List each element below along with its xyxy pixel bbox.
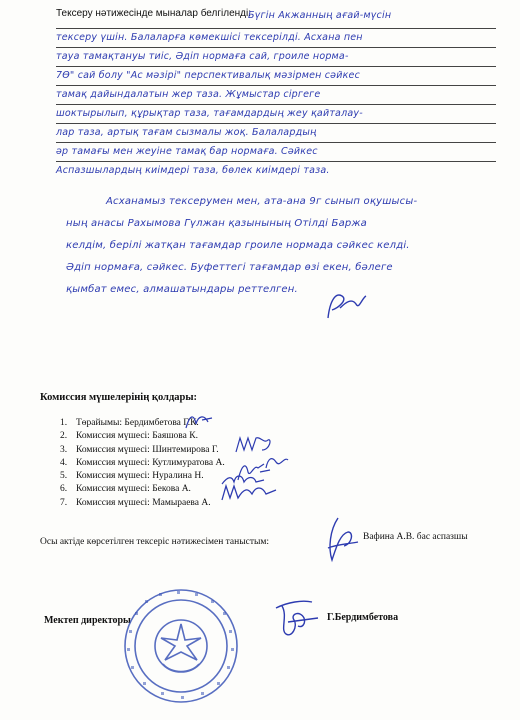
commission-member: 3. Комиссия мүшесі: Шинтемирова Г.: [60, 444, 219, 455]
handwritten-line: 7Ө" сай болу "Ас мәзірі" перспективалық мәзірмен сәйкес: [56, 70, 360, 81]
director-label: Мектеп директоры: [44, 615, 131, 626]
handwritten-line: Бүгін Акжанның ағай-мүсін: [248, 10, 392, 21]
comment-line: қымбат емес, алмашатындары реттелген.: [66, 284, 298, 295]
handwritten-line: шоктырылып, құрықтар таза, тағамдардың жеу қайталау-: [56, 108, 363, 119]
chef-name: Вафина А.В. бас аспазшы: [363, 532, 468, 542]
commission-member: 5. Комиссия мүшесі: Нуралина Н.: [60, 471, 204, 482]
commission-member: 7. Комиссия мүшесі: Мамыраева А.: [60, 497, 211, 508]
handwritten-line: әр тамағы мен жеуіне тамақ бар нормаға. Сәйкес: [56, 146, 318, 157]
handwritten-line: тауа тамақтануы тиіс, Әдіп нормаға сай, гроиле норма-: [56, 51, 349, 62]
ruled-line: [56, 85, 496, 86]
chef-signature: [318, 514, 362, 566]
parent-signature: [322, 288, 372, 324]
ruled-line: [56, 28, 496, 29]
handwritten-line: тексеру үшін. Балаларға көмекшісі тексерілді. Асхана пен: [56, 32, 363, 43]
signatures-title: Комиссия мүшелерінің қолдары:: [40, 392, 198, 403]
acknowledgement-text: Осы актіде көрсетілген тексеріс нәтижесімен таныстым:: [40, 537, 270, 547]
ruled-line: [56, 142, 496, 143]
commission-member: 4. Комиссия мүшесі: Кутлимуратова А.: [60, 457, 225, 468]
handwritten-line: лар таза, артық тағам сызмалы жоқ. Балалардың: [56, 127, 317, 138]
commission-member: 1. Төрайымы: Бердимбетова Г.К.: [60, 418, 199, 428]
member-signature: [182, 410, 216, 432]
handwritten-line: Аспазшылардың киімдері таза, бөлек киімдері таза.: [56, 165, 330, 176]
comment-line: ның анасы Рахымова Гүлжан қазынының Отілді Баржа: [66, 218, 367, 229]
director-name: Г.Бердимбетова: [327, 612, 399, 623]
comment-line: Әдіп нормаға, сәйкес. Буфеттегі тағамдар өзі екен, бәлеге: [66, 262, 393, 273]
ruled-line: [56, 123, 496, 124]
commission-member: 6. Комиссия мүшесі: Бекова А.: [60, 484, 191, 495]
commission-member: 2. Комиссия мүшесі: Баяшова К.: [60, 431, 198, 442]
results-label: Тексеру нәтижесінде мыналар белгіленді:: [56, 8, 251, 19]
ruled-line: [56, 161, 496, 162]
ruled-line: [56, 66, 496, 67]
director-signature: [268, 596, 324, 640]
handwritten-line: тамақ дайындалатын жер таза. Жұмыстар сіргеге: [56, 89, 321, 100]
ruled-line: [56, 104, 496, 105]
school-stamp: [121, 586, 241, 706]
comment-line: Асханамыз тексерумен мен, ата-ана 9г сынып оқушысы-: [106, 196, 418, 207]
ruled-line: [56, 47, 496, 48]
member-signature: [218, 480, 280, 504]
comment-line: келдім, берілі жатқан тағамдар гроиле нормада сәйкес келді.: [66, 240, 410, 251]
